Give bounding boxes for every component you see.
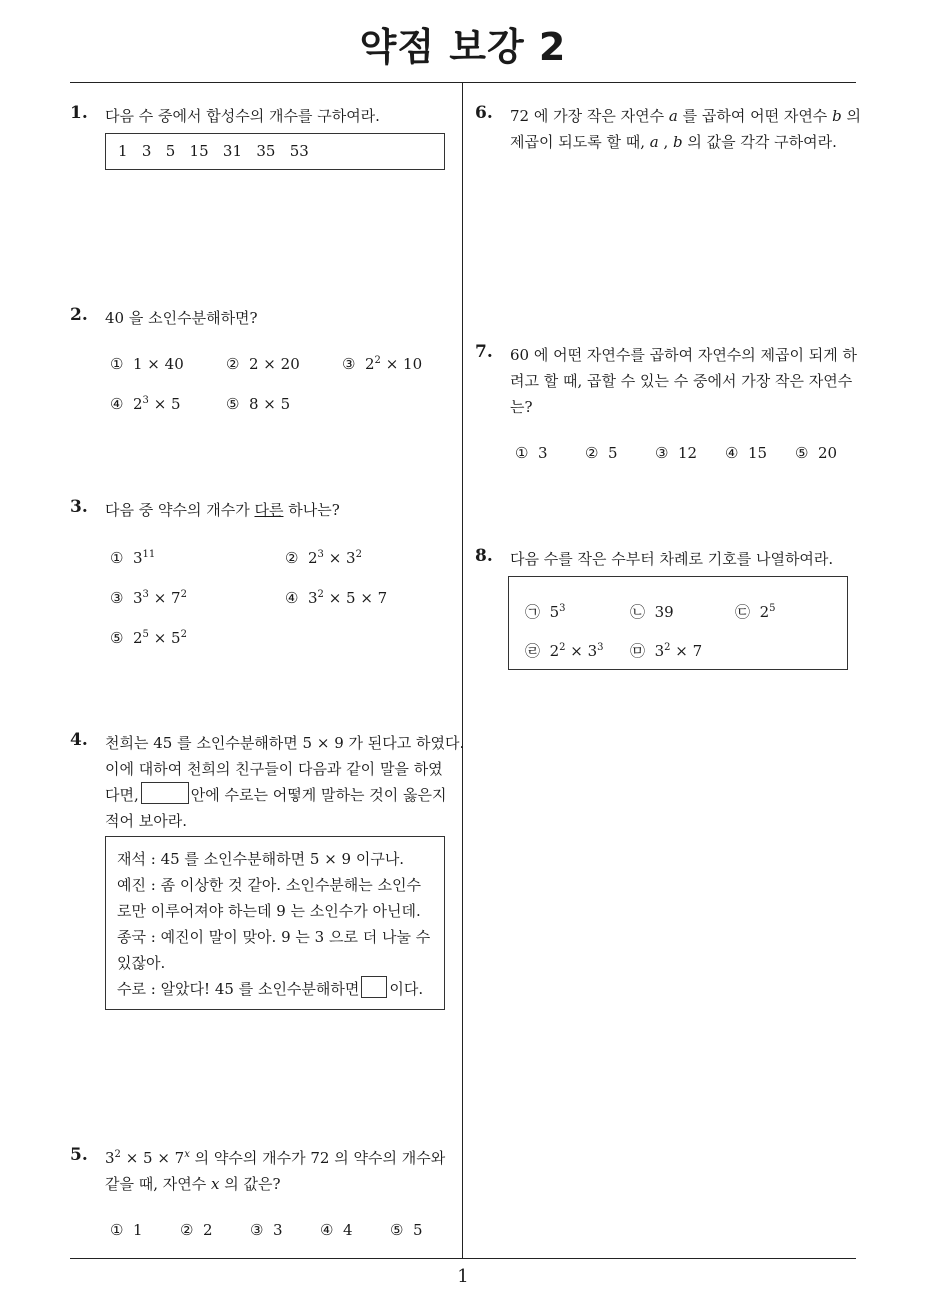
item-2: ㉡ 39 (630, 603, 674, 621)
problem-number: 2. (70, 305, 88, 325)
choice-1[interactable]: ① $3^{11}$ (110, 549, 156, 567)
choice-2[interactable]: ② 5 (585, 444, 618, 462)
choice-4[interactable]: ④ 15 (725, 444, 768, 462)
problem-number: 8. (475, 546, 493, 566)
problem-text: 천희는 45 를 소인수분해하면 5 × 9 가 된다고 하였다. 이에 대하여 천희의 친구들이 다음과 같이 말을 하였 다면, 안에 수로는 어떻게 말하는 것이 옳은지 적어 보아라. (105, 734, 465, 830)
problem-number: 7. (475, 342, 493, 362)
items-box (508, 576, 848, 670)
item-1: ㉠ $5^3$ (525, 603, 566, 621)
choice-3[interactable]: ③ 3 (250, 1221, 283, 1239)
number-list: 1 3 5 15 31 35 53 (118, 142, 309, 160)
number-list-box (105, 133, 445, 170)
choice-3[interactable]: ③ $3^3 \times 7^2$ (110, 589, 187, 607)
dialog-line: 로만 이루어져야 하는데 9 는 소인수가 아닌데. (117, 902, 421, 920)
problem-number: 4. (70, 730, 88, 750)
choice-3[interactable]: ③ $2^2 \times 10$ (342, 355, 423, 373)
page-title: 약점 보강 2 (359, 25, 567, 69)
choice-2[interactable]: ② 2 × 20 (226, 355, 300, 373)
dialog-line: 예진 : 좀 이상한 것 같아. 소인수분해는 소인수 (117, 876, 422, 894)
problem-text: $3^2 \times 5 \times 7^x$ 의 약수의 개수가 72 의 약수의 개수와 같을 때, 자연수 x 의 값은? (105, 1149, 446, 1193)
choice-3[interactable]: ③ 12 (655, 444, 698, 462)
item-4: ㉣ $2^2 \times 3^3$ (525, 642, 604, 660)
problem-number: 6. (475, 103, 493, 123)
problem-number: 5. (70, 1145, 88, 1165)
choice-5[interactable]: ⑤ 5 (390, 1221, 423, 1239)
choice-5[interactable]: ⑤ $2^5 \times 5^2$ (110, 629, 187, 647)
answer-blank (141, 782, 189, 804)
page-number: 1 (457, 1266, 469, 1287)
choice-4[interactable]: ④ 4 (320, 1221, 353, 1239)
choice-2[interactable]: ② 2 (180, 1221, 213, 1239)
item-5: ㉤ $3^2 \times 7$ (630, 642, 703, 660)
header-rule (70, 82, 856, 83)
answer-blank (361, 976, 387, 998)
dialog-line: 수로 : 알았다! 45 를 소인수분해하면 이다. (117, 976, 430, 1002)
dialog-box (105, 836, 445, 1010)
underlined-word: 다른 (254, 501, 284, 519)
problem-number: 3. (70, 497, 88, 517)
dialog-line: 재석 : 45 를 소인수분해하면 5 × 9 이구나. (117, 850, 405, 868)
problem-text: 60 에 어떤 자연수를 곱하여 자연수의 제곱이 되게 하 려고 할 때, 곱할 수 있는 수 중에서 가장 작은 자연수 는? (510, 346, 858, 416)
item-3: ㉢ $2^5$ (735, 603, 776, 621)
dialog-line: 있잖아. (117, 954, 166, 972)
footer-rule (70, 1258, 856, 1259)
choice-1[interactable]: ① 1 (110, 1221, 143, 1239)
choice-1[interactable]: ① 1 × 40 (110, 355, 184, 373)
problem-text: 72 에 가장 작은 자연수 a 를 곱하여 어떤 자연수 b 의 제곱이 되도록 할 때, a , b 의 값을 각각 구하여라. (510, 107, 861, 151)
choice-4[interactable]: ④ $3^2 \times 5 \times 7$ (285, 589, 388, 607)
choice-4[interactable]: ④ $2^3 \times 5$ (110, 395, 181, 413)
problem-text: 다음 수 중에서 합성수의 개수를 구하여라. (105, 107, 380, 125)
dialog-line: 종국 : 예진이 말이 맞아. 9 는 3 으로 더 나눌 수 (117, 928, 431, 946)
problem-text: 다음 중 약수의 개수가 다른 하나는? (105, 501, 340, 519)
problem-text: 다음 수를 작은 수부터 차례로 기호를 나열하여라. (510, 550, 834, 568)
choice-1[interactable]: ① 3 (515, 444, 548, 462)
choice-5[interactable]: ⑤ 20 (795, 444, 838, 462)
problem-number: 1. (70, 103, 88, 123)
choice-2[interactable]: ② $2^3 \times 3^2$ (285, 549, 362, 567)
choice-5[interactable]: ⑤ 8 × 5 (226, 395, 291, 413)
column-divider (462, 83, 463, 1258)
problem-text: 40 을 소인수분해하면? (105, 309, 258, 327)
